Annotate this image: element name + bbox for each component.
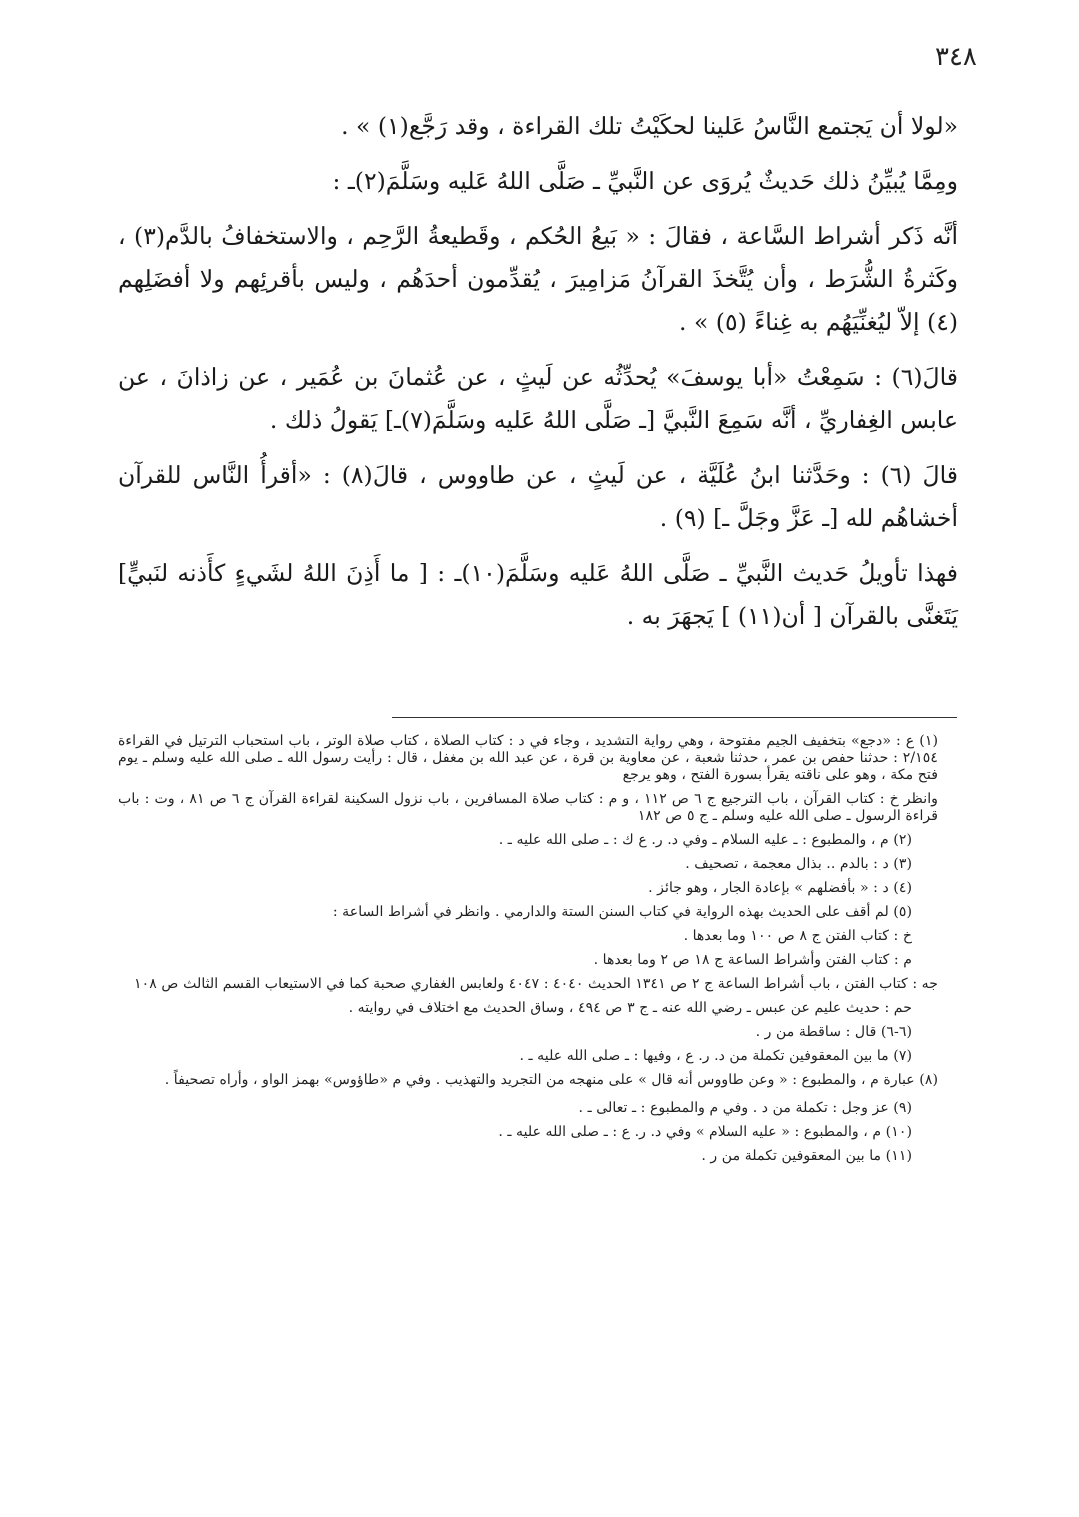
footnote: (٤) د : « بأفضلهم » بإعادة الجار ، وهو جائز .: [648, 880, 912, 896]
footnote: (٢) م ، والمطبوع : ـ عليه السلام ـ وفي د. ر. ع ك : ـ صلى الله عليه ـ .: [498, 832, 912, 848]
footnote: وانظر خ : كتاب القرآن ، باب الترجيع ج ٦ ص ١١٢ ، و م : كتاب صلاة المسافرين ، باب نزول السكينة لقراءة القرآن ج ٦ ص ٨١ ، وت : باب قراءة الرسول ـ صلى الله عليه وسلم ـ ج ٥ ص ١٨٢: [118, 791, 938, 824]
paragraph: قالَ(٦) : سَمِعْتُ «أبا يوسفَ» يُحدِّثُه عن لَيثٍ ، عن عُثمانَ بن عُمَير ، عن زاذانَ ، عن عابس الغِفاريِّ ، أنَّه سَمِعَ النَّبيَّ [ـ صَلَّى اللهُ عَليه وسَلَّمَ(٧)ـ] يَقولُ ذلك .: [118, 363, 958, 434]
footnote: (١) ع : «دجع» بتخفيف الجيم مفتوحة ، وهي رواية التشديد ، وجاء في د : كتاب الصلاة ، كتاب صلاة الوتر ، باب استحباب الترتيل في القراءة ٢/١٥٤ : حدثنا حفص بن عمر ، حدثنا شعبة ، عن معاوية بن قرة ، عن عبد الله بن مغفل ، قال : رأيت رسول الله ـ صلى الله عليه وسلم ـ يوم فتح مكة ، وهو على ناقته يقرأ بسورة الفتح ، وهو يرجع: [118, 733, 938, 783]
footnote: جه : كتاب الفتن ، باب أشراط الساعة ج ٢ ص ١٣٤١ الحديث ٤٠٤٠ : ٤٠٤٧ ولعابس الغفاري صحبة كما في الاستيعاب القسم الثالث ص ١٠٨: [134, 976, 938, 992]
footnote: (٩) عز وجل : تكملة من د . وفي م والمطبوع : ـ تعالى ـ .: [578, 1100, 912, 1116]
footnote: (٥) لم أقف على الحديث بهذه الرواية في كتاب السنن الستة والدارمي . وانظر في أشراط الساعة :: [332, 904, 912, 920]
footnote: (٣) د : بالدم .. بذال معجمة ، تصحيف .: [685, 856, 912, 872]
footnote: (١١) ما بين المعقوفين تكملة من ر .: [701, 1148, 912, 1164]
footnote: م : كتاب الفتن وأشراط الساعة ج ١٨ ص ٢ وما بعدها .: [593, 952, 912, 968]
footnote: خ : كتاب الفتن ج ٨ ص ١٠٠ وما بعدها .: [683, 928, 912, 944]
footnote: حم : حديث عليم عن عبس ـ رضي الله عنه ـ ج ٣ ص ٤٩٤ ، وساق الحديث مع اختلاف في روايته .: [348, 1000, 912, 1016]
footnote-divider: [392, 717, 957, 718]
footnote: (٨) عبارة م ، والمطبوع : « وعن طاووس أنه قال » على منهجه من التجريد والتهذيب . وفي م «طاؤوس» بهمز الواو ، وأراه تصحيفاً .: [164, 1072, 938, 1088]
footnote: (٦-٦) قال : ساقطة من ر .: [755, 1024, 912, 1040]
paragraph: أنَّه ذَكر أشراط السَّاعة ، فقالَ : « بَيعُ الحُكم ، وقَطيعةُ الرَّحِم ، والاستخفافُ بالدَّم(٣) ، وكَثرةُ الشُّرَط ، وأن يُتَّخذَ القرآنُ مَزامِيرَ ، يُقدِّمون أحدَهُم ، وليس بأقرئِهم ولا أفضَلِهم (٤) إلاّ ليُغنِّيَهُم به غِناءً (٥) » .: [118, 222, 958, 336]
main-text: [118, 105, 958, 638]
page-number: ٣٤٨: [935, 42, 977, 72]
paragraph: قالَ (٦) : وحَدَّثنا ابنُ عُلَيَّة ، عن لَيثٍ ، عن طاووس ، قالَ(٨) : «أقرأُ النَّاس للقرآن أخشاهُم لله [ـ عَزَّ وجَلَّ ـ] (٩) .: [118, 461, 959, 532]
footnotes: [118, 733, 938, 1165]
paragraph: «لولا أن يَجتمع النَّاسُ عَلينا لحكَيْتُ تلك القراءة ، وقد رَجَّع(١) » .: [341, 112, 958, 140]
paragraph: فهذا تأويلُ حَديث النَّبيِّ ـ صَلَّى اللهُ عَليه وسَلَّمَ(١٠)ـ : [ ما أَذِنَ اللهُ لشَيءٍ كأَذنه لنَبيٍّ] يَتَغنَّى بالقرآن [ أن(١١) ] يَجهَرَ به .: [118, 559, 958, 630]
paragraph: ومِمَّا يُبيِّنُ ذلك حَديثٌ يُروَى عن النَّبيِّ ـ صَلَّى اللهُ عَليه وسَلَّمَ(٢)ـ :: [332, 167, 958, 195]
footnote: (٧) ما بين المعقوفين تكملة من د. ر. ع ، وفيها : ـ صلى الله عليه ـ .: [519, 1048, 912, 1064]
footnote: (١٠) م ، والمطبوع : « عليه السلام » وفي د. ر. ع : ـ صلى الله عليه ـ .: [498, 1124, 912, 1140]
